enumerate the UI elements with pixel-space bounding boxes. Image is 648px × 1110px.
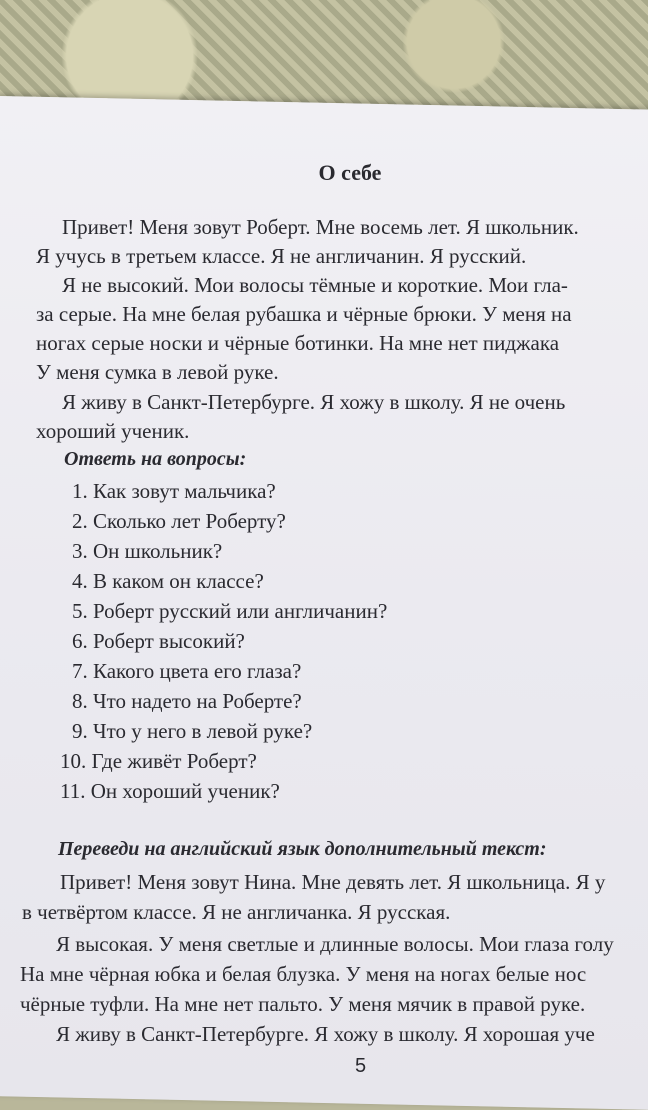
- question-item: 8. Что надето на Роберте?: [72, 689, 302, 713]
- text-line: Я не высокий. Мои волосы тёмные и короткие. Мои гла-: [62, 273, 568, 297]
- text-line: Привет! Меня зовут Роберт. Мне восемь лет. Я школьник.: [62, 215, 579, 239]
- translate-heading: Переведи на английский язык дополнительный текст:: [58, 838, 547, 860]
- question-item: 5. Роберт русский или англичанин?: [72, 599, 388, 623]
- question-item: 7. Какого цвета его глаза?: [72, 659, 302, 683]
- text-line: за серые. На мне белая рубашка и чёрные брюки. У меня на: [36, 302, 572, 326]
- text-line: Привет! Меня зовут Нина. Мне девять лет. Я школьница. Я у: [60, 870, 606, 894]
- page-number: 5: [355, 1055, 367, 1077]
- text-line: Я высокая. У меня светлые и длинные волосы. Мои глаза голу: [56, 932, 614, 956]
- question-item: 10. Где живёт Роберт?: [60, 749, 257, 773]
- question-item: 9. Что у него в левой руке?: [72, 719, 313, 743]
- text-line: чёрные туфли. На мне нет пальто. У меня мячик в правой руке.: [20, 992, 586, 1016]
- question-item: 1. Как зовут мальчика?: [72, 479, 276, 503]
- text-line: хороший ученик.: [36, 419, 190, 443]
- question-item: 11. Он хороший ученик?: [60, 779, 280, 803]
- text-line: На мне чёрная юбка и белая блузка. У меня на ногах белые нос: [20, 962, 587, 986]
- questions-heading: Ответь на вопросы:: [64, 448, 247, 470]
- question-item: 6. Роберт высокий?: [72, 629, 245, 653]
- text-line: в четвёртом классе. Я не англичанка. Я русская.: [22, 900, 451, 924]
- text-line: У меня сумка в левой руке.: [36, 360, 279, 384]
- question-item: 3. Он школьник?: [72, 539, 223, 563]
- text-line: Я учусь в третьем классе. Я не англичанин. Я русский.: [36, 244, 527, 268]
- text-line: ногах серые носки и чёрные ботинки. На мне нет пиджака: [36, 331, 560, 355]
- question-item: 2. Сколько лет Роберту?: [72, 509, 286, 533]
- text-line: Я живу в Санкт-Петербурге. Я хожу в школу. Я не очень: [62, 390, 566, 414]
- text-line: Я живу в Санкт-Петербурге. Я хожу в школу. Я хорошая уче: [56, 1022, 595, 1046]
- page-title: О себе: [318, 160, 382, 185]
- question-item: 4. В каком он классе?: [72, 569, 264, 593]
